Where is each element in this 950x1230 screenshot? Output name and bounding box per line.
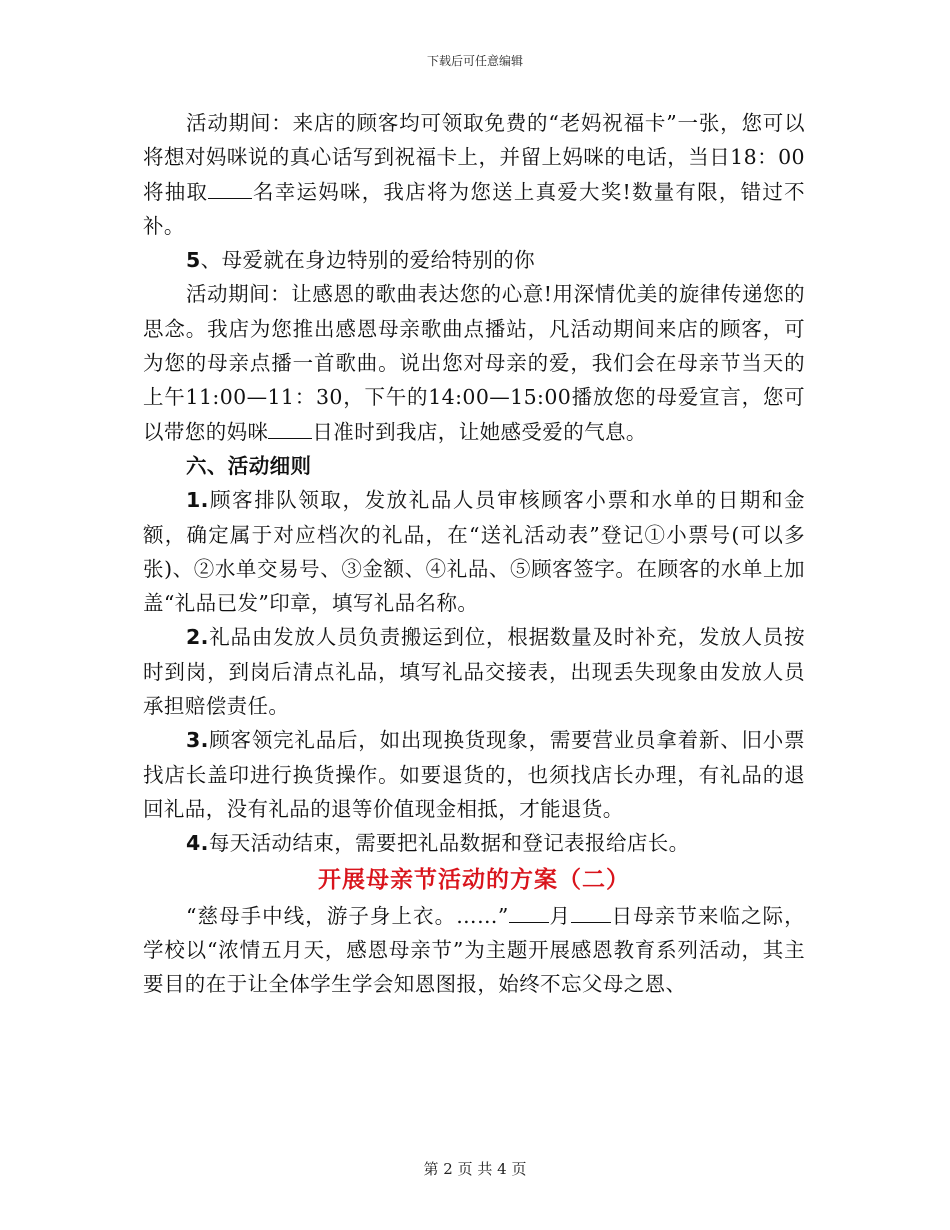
rule-item <box>143 483 805 620</box>
fill-blank <box>208 178 252 198</box>
rule-text: 礼品由发放人员负责搬运到位，根据数量及时补充，发放人员按时到岗，到岗后清点礼品，填写礼品交接表，出现丢失现象由发放人员承担赔偿责任。 <box>143 625 805 719</box>
item-heading-text: 、母爱就在身边特别的爱给特别的你 <box>200 248 536 273</box>
rule-number: 4. <box>186 831 209 856</box>
paragraph-text: 活动期间：来店的顾客均可领取免费的“老妈祝福卡”一张，您可以将想对妈咪说的真心话写到祝福卡上，并留上妈咪的电话，当日18：00将抽取 <box>143 111 805 204</box>
page-footer: 第 2 页 共 4 页 <box>423 1160 527 1178</box>
rule-number: 3. <box>186 728 209 753</box>
section-heading: 六、活动细则 <box>186 453 312 478</box>
paragraph-text: 活动期间：让感恩的歌曲表达您的心意!用深情优美的旋律传递您的思念。我店为您推出感恩母亲歌曲点播站，凡活动期间来店的顾客，可为您的母亲点播一首歌曲。说出您对母亲的爱，我们会在母亲节当天的上午11:00—11：30，下午的14:00—15:00播放您的母爱宣言，您可以带您的妈咪 <box>143 282 805 444</box>
paragraph-activity-card <box>143 106 805 243</box>
paragraph-text: 日母亲节来临之际，学校以“浓情五月天，感恩母亲节”为主题开展感恩教育系列活动，其主要目的在于让全体学生学会知恩图报，始终不忘父母之恩、 <box>143 903 805 997</box>
paragraph-text: 日准时到我店，让她感受爱的气息。 <box>312 419 647 444</box>
document-body <box>143 106 805 1001</box>
paragraph-text: 月 <box>548 903 572 928</box>
item-heading-5 <box>143 243 805 277</box>
paragraph-text: 名幸运妈咪，我店将为您送上真爱大奖!数量有限，错过不补。 <box>143 179 805 238</box>
document-title: 开展母亲节活动的方案（二） <box>318 865 630 893</box>
rule-item <box>143 723 805 826</box>
fill-blank <box>268 418 312 438</box>
rule-text: 顾客排队领取，发放礼品人员审核顾客小票和水单的日期和金额，确定属于对应档次的礼品，在“送礼活动表”登记①小票号(可以多张)、②水单交易号、③金额、④礼品、⑤顾客签字。在顾客的水单上加盖“礼品已发”印章，填写礼品名称。 <box>143 488 805 616</box>
fill-blank <box>571 902 611 922</box>
rule-item <box>143 826 805 860</box>
rule-item <box>143 620 805 723</box>
rule-number: 1. <box>186 488 209 513</box>
page-header: 下载后可任意编辑 <box>426 54 523 68</box>
fill-blank <box>509 902 549 922</box>
paragraph-song-station <box>143 277 805 448</box>
paragraph-text: “慈母手中线，游子身上衣。……” <box>186 903 509 928</box>
rule-text: 每天活动结束，需要把礼品数据和登记表报给店长。 <box>208 831 690 856</box>
paragraph-intro <box>143 899 805 1002</box>
item-number: 5 <box>186 248 201 273</box>
rule-number: 2. <box>186 625 209 650</box>
rule-text: 顾客领完礼品后，如出现换货现象，需要营业员拿着新、旧小票找店长盖印进行换货操作。如要退货的，也须找店长办理，有礼品的退回礼品，没有礼品的退等价值现金相抵，才能退货。 <box>143 728 805 821</box>
